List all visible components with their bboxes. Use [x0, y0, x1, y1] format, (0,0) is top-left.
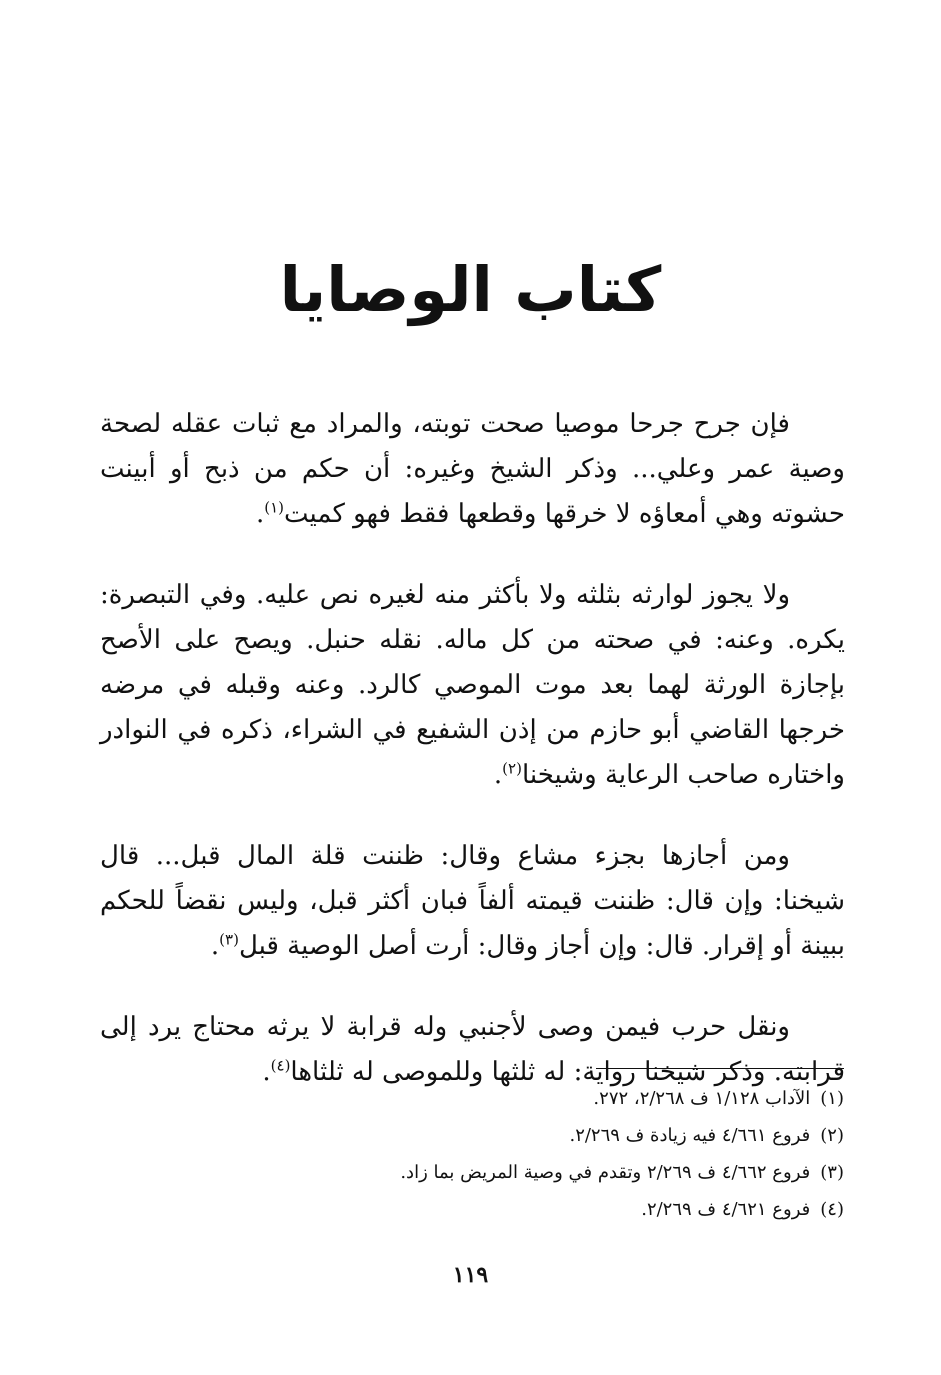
chapter-title: كتاب الوصايا: [279, 253, 662, 326]
footnote-ref: (٢): [502, 759, 522, 778]
footnote-4: [144, 1191, 844, 1228]
paragraph-1: [100, 402, 845, 537]
footnote-ref: (١): [264, 498, 285, 517]
paragraph-text: ونقل حرب فيمن وصى لأجنبي وله قرابة لا يرثه محتاج يرد إلى قرابته. وذكر شيخنا رواية: له ثلثها وللموصى له ثلثاها: [100, 1012, 845, 1087]
footnote-2: [144, 1117, 844, 1154]
footnote-ref: (٣): [219, 930, 239, 949]
footnote-text: فروع ٤/٦٦١ فيه زيادة ف ٢/٢٦٩.: [569, 1125, 811, 1146]
paragraph-2: [100, 573, 845, 798]
footnote-1: [144, 1080, 844, 1117]
footnote-number: (٤): [820, 1199, 844, 1220]
paragraph-3: [100, 834, 845, 969]
paragraph-end: .: [262, 1057, 271, 1087]
paragraph-text: فإن جرح جرحا موصيا صحت توبته، والمراد مع ثبات عقله لصحة وصية عمر وعلي... وذكر الشيخ وغيره: أن حكم من ذبح أو أبينت حشوته وهي أمعاؤه لا خرقها وقطعها فقط فهو كميت: [100, 409, 845, 529]
footnote-number: (٣): [820, 1162, 844, 1183]
page-number: ١١٩: [452, 1262, 489, 1288]
body-text: [100, 402, 845, 1131]
paragraph-end: .: [493, 760, 503, 790]
footnote-text: فروع ٤/٦٦٢ ف ٢/٢٦٩ وتقدم في وصية المريض بما زاد.: [400, 1162, 811, 1183]
paragraph-end: .: [210, 931, 220, 961]
footnote-number: (٢): [820, 1125, 844, 1146]
paragraph-end: .: [255, 499, 265, 529]
paragraph-text: ولا يجوز لوارثه بثلثه ولا بأكثر منه لغيره نص عليه. وفي التبصرة: يكره. وعنه: في صحته من كل ماله. نقله حنبل. ويصح على الأصح بإجازة الورثة لهما بعد موت الموصي كالرد. وعنه وقبله في مرضه خرجها القاضي أبو حازم من إذن الشفيع في الشراء، ذكره في النوادر واختاره صاحب الرعاية وشيخنا: [100, 580, 845, 790]
footnote-3: [144, 1154, 844, 1191]
footnotes: [144, 1080, 844, 1228]
paragraph-text: ومن أجازها بجزء مشاع وقال: ظننت قلة المال قبل... قال شيخنا: وإن قال: ظننت قيمته ألفاً فبان أكثر قبل، وليس نقضاً للحكم ببينة أو إقرار. قال: وإن أجاز وقال: أرت أصل الوصية قبل: [100, 841, 845, 961]
footnote-divider: [596, 1068, 844, 1069]
footnote-ref: (٤): [270, 1056, 291, 1075]
footnote-text: الآداب ١/١٢٨ ف ٢/٢٦٨، ٢٧٢.: [593, 1088, 811, 1109]
footnote-number: (١): [820, 1088, 844, 1109]
footnote-text: فروع ٤/٦٢١ ف ٢/٢٦٩.: [641, 1199, 811, 1220]
